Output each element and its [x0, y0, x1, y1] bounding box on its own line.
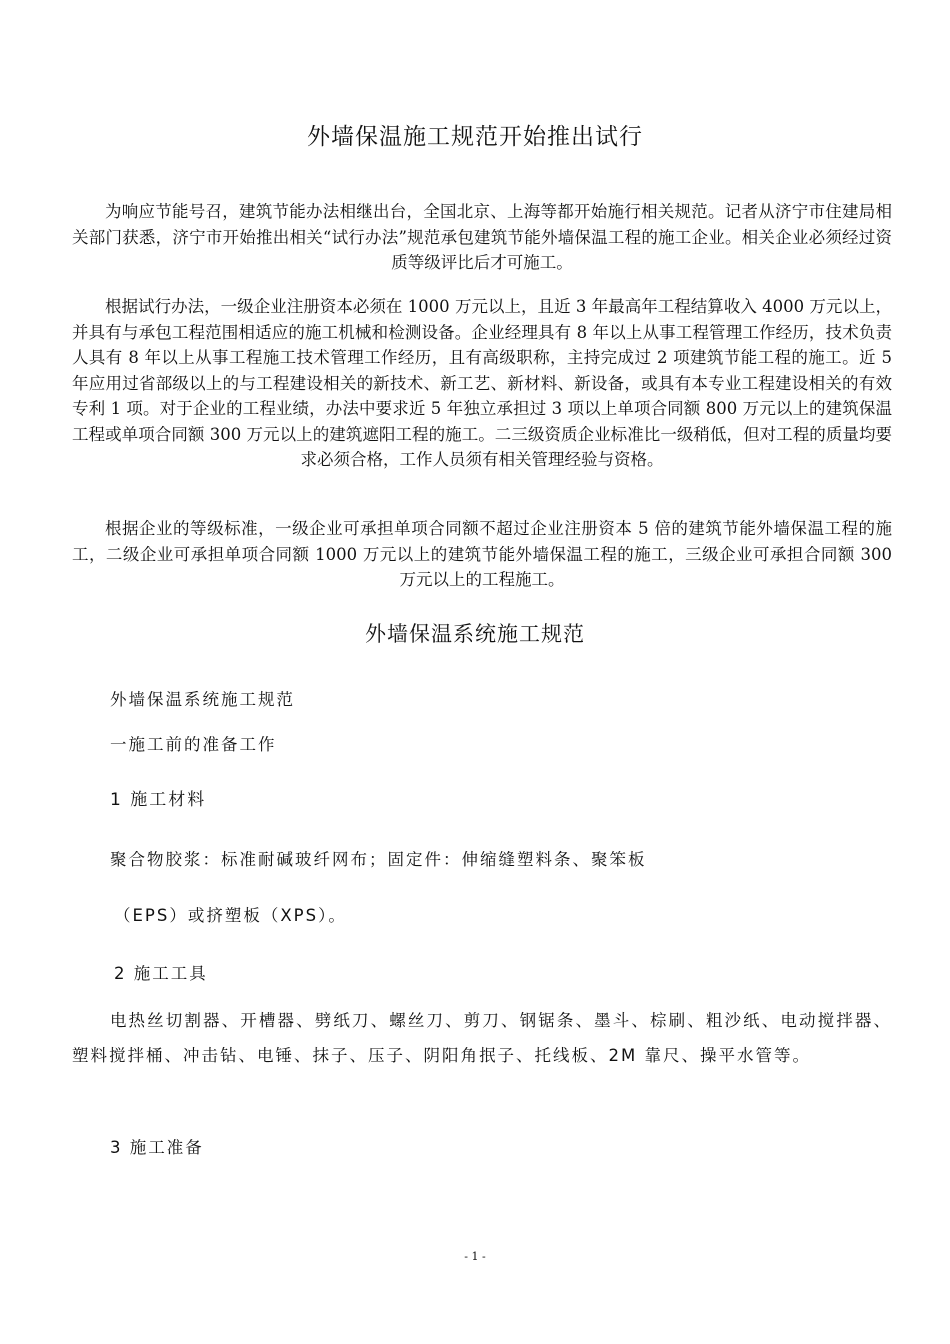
- paragraph-grade-standards: 根据企业的等级标准，一级企业可承担单项合同额不超过企业注册资本 5 倍的建筑节能外墙保温工程的施工，二级企业可承担单项合同额 1000 万元以上的建筑节能外墙保温工程的施工，三级企业可承担合同额 300 万元以上的工程施工。: [72, 519, 892, 589]
- prep-heading: 3 施工准备: [110, 1138, 204, 1157]
- materials-line-1: 聚合物胶浆：标准耐碱玻纤网布；固定件：伸缩缝塑料条、聚笨板: [110, 850, 647, 869]
- tools-heading: 2 施工工具: [114, 964, 208, 983]
- materials-heading: 1 施工材料: [110, 790, 207, 810]
- part-one-heading: 一施工前的准备工作: [110, 735, 277, 754]
- section-heading: 外墙保温系统施工规范: [365, 622, 585, 646]
- materials-line-2: （EPS）或挤塑板（XPS）。: [114, 906, 347, 925]
- paragraph-intro: 为响应节能号召，建筑节能办法相继出台，全国北京、上海等都开始施行相关规范。记者从济宁市住建局相关部门获悉，济宁市开始推出相关“试行办法”规范承包建筑节能外墙保温工程的施工企业。相关企业必须经过资质等级评比后才可施工。: [72, 202, 892, 272]
- tools-list: 电热丝切割器、开槽器、劈纸刀、螺丝刀、剪刀、钢锯条、墨斗、棕刷、粗沙纸、电动搅拌器、塑料搅拌桶、冲击钻、电锤、抹子、压子、阴阳角抿子、托线板、2M 靠尺、操平水管等。: [72, 1011, 892, 1065]
- paragraph-requirements: 根据试行办法，一级企业注册资本必须在 1000 万元以上，且近 3 年最高年工程结算收入 4000 万元以上，并具有与承包工程范围相适应的施工机械和检测设备。企业经理具有 8 年以上从事工程管理工作经历，技术负责人具有 8 年以上从事工程施工技术管理工作经历，且有高级职称，主持完成过 2 项建筑节能工程的施工。近 5 年应用过省部级以上的与工程建设相关的新技术、新工艺、新材料、新设备，或具有本专业工程建设相关的有效专利 1 项。对于企业的工程业绩，办法中要求近 5 年独立承担过 3 项以上单项合同额 800 万元以上的建筑保温工程或单项合同额 300 万元以上的建筑遮阳工程的施工。二三级资质企业标准比一级稍低，但对工程的质量均要求必须合格，工作人员须有相关管理经验与资格。: [72, 297, 892, 469]
- document-title: 外墙保温施工规范开始推出试行: [307, 124, 643, 150]
- page-number: - 1 -: [464, 1250, 486, 1263]
- section-subtitle: 外墙保温系统施工规范: [110, 690, 295, 709]
